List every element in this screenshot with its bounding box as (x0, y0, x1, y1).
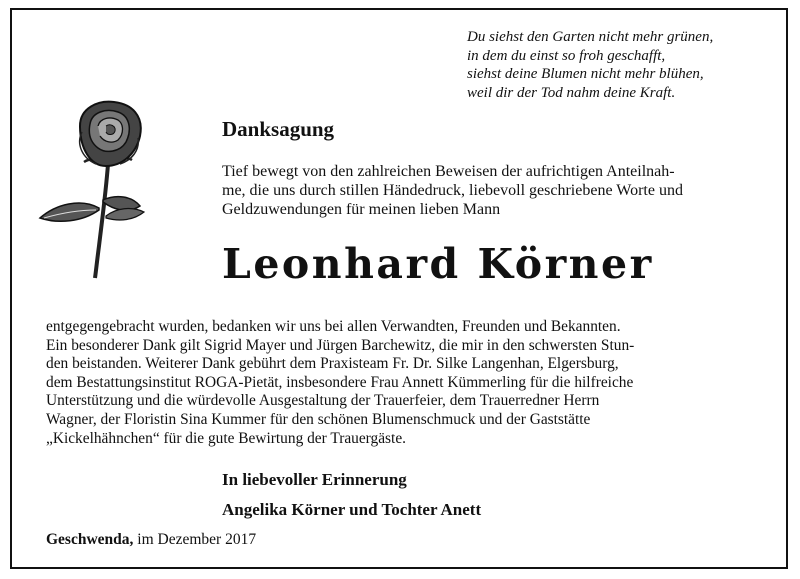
deceased-name: Leonhard Körner (222, 240, 654, 288)
rose-icon (36, 96, 166, 286)
poem-line: siehst deine Blumen nicht mehr blühen, (467, 66, 704, 82)
body-line: Wagner, der Floristin Sina Kummer für den schönen Blumenschmuck und der Gaststätte (46, 410, 591, 428)
body-line: Unterstützung und die würdevolle Ausgestaltung der Trauerfeier, dem Trauerredner Herrn (46, 392, 600, 410)
closing-signature (222, 465, 481, 525)
footer-place: Geschwenda, (46, 531, 134, 548)
intro-text (222, 162, 683, 219)
poem-verse (467, 28, 713, 102)
intro-line: me, die uns durch stillen Händedruck, liebevoll geschriebene Worte und (222, 182, 683, 199)
footer-place-date (46, 531, 256, 549)
footer-date: im Dezember 2017 (137, 531, 257, 548)
body-line: „Kickelhähnchen“ für die gute Bewirtung der Trauergäste. (46, 429, 406, 447)
closing-line: Angelika Körner und Tochter Anett (222, 500, 482, 519)
poem-line: weil dir der Tod nahm deine Kraft. (467, 84, 676, 101)
intro-line: Tief bewegt von den zahlreichen Beweisen der aufrichtigen Anteilnah- (222, 163, 675, 180)
body-line: entgegengebracht wurden, bedanken wir uns bei allen Verwandten, Freunden und Bekannten. (46, 318, 621, 335)
closing-line: In liebevoller Erinnerung (222, 470, 407, 489)
poem-line: Du siehst den Garten nicht mehr grünen, (467, 29, 714, 45)
intro-line: Geldzuwendungen für meinen lieben Mann (222, 201, 501, 218)
body-line: Ein besonderer Dank gilt Sigrid Mayer und Jürgen Barchewitz, die mir in den schwersten Stun- (46, 336, 635, 354)
body-text (46, 318, 634, 448)
poem-line: in dem du einst so froh geschafft, (467, 47, 666, 64)
heading: Danksagung (222, 117, 335, 141)
body-line: dem Bestattungsinstitut ROGA-Pietät, insbesondere Frau Annett Kümmerling für die hilfreiche (46, 373, 634, 391)
body-line: den beistanden. Weiterer Dank gebührt dem Praxisteam Fr. Dr. Silke Langenhan, Elgersburg, (46, 355, 619, 373)
